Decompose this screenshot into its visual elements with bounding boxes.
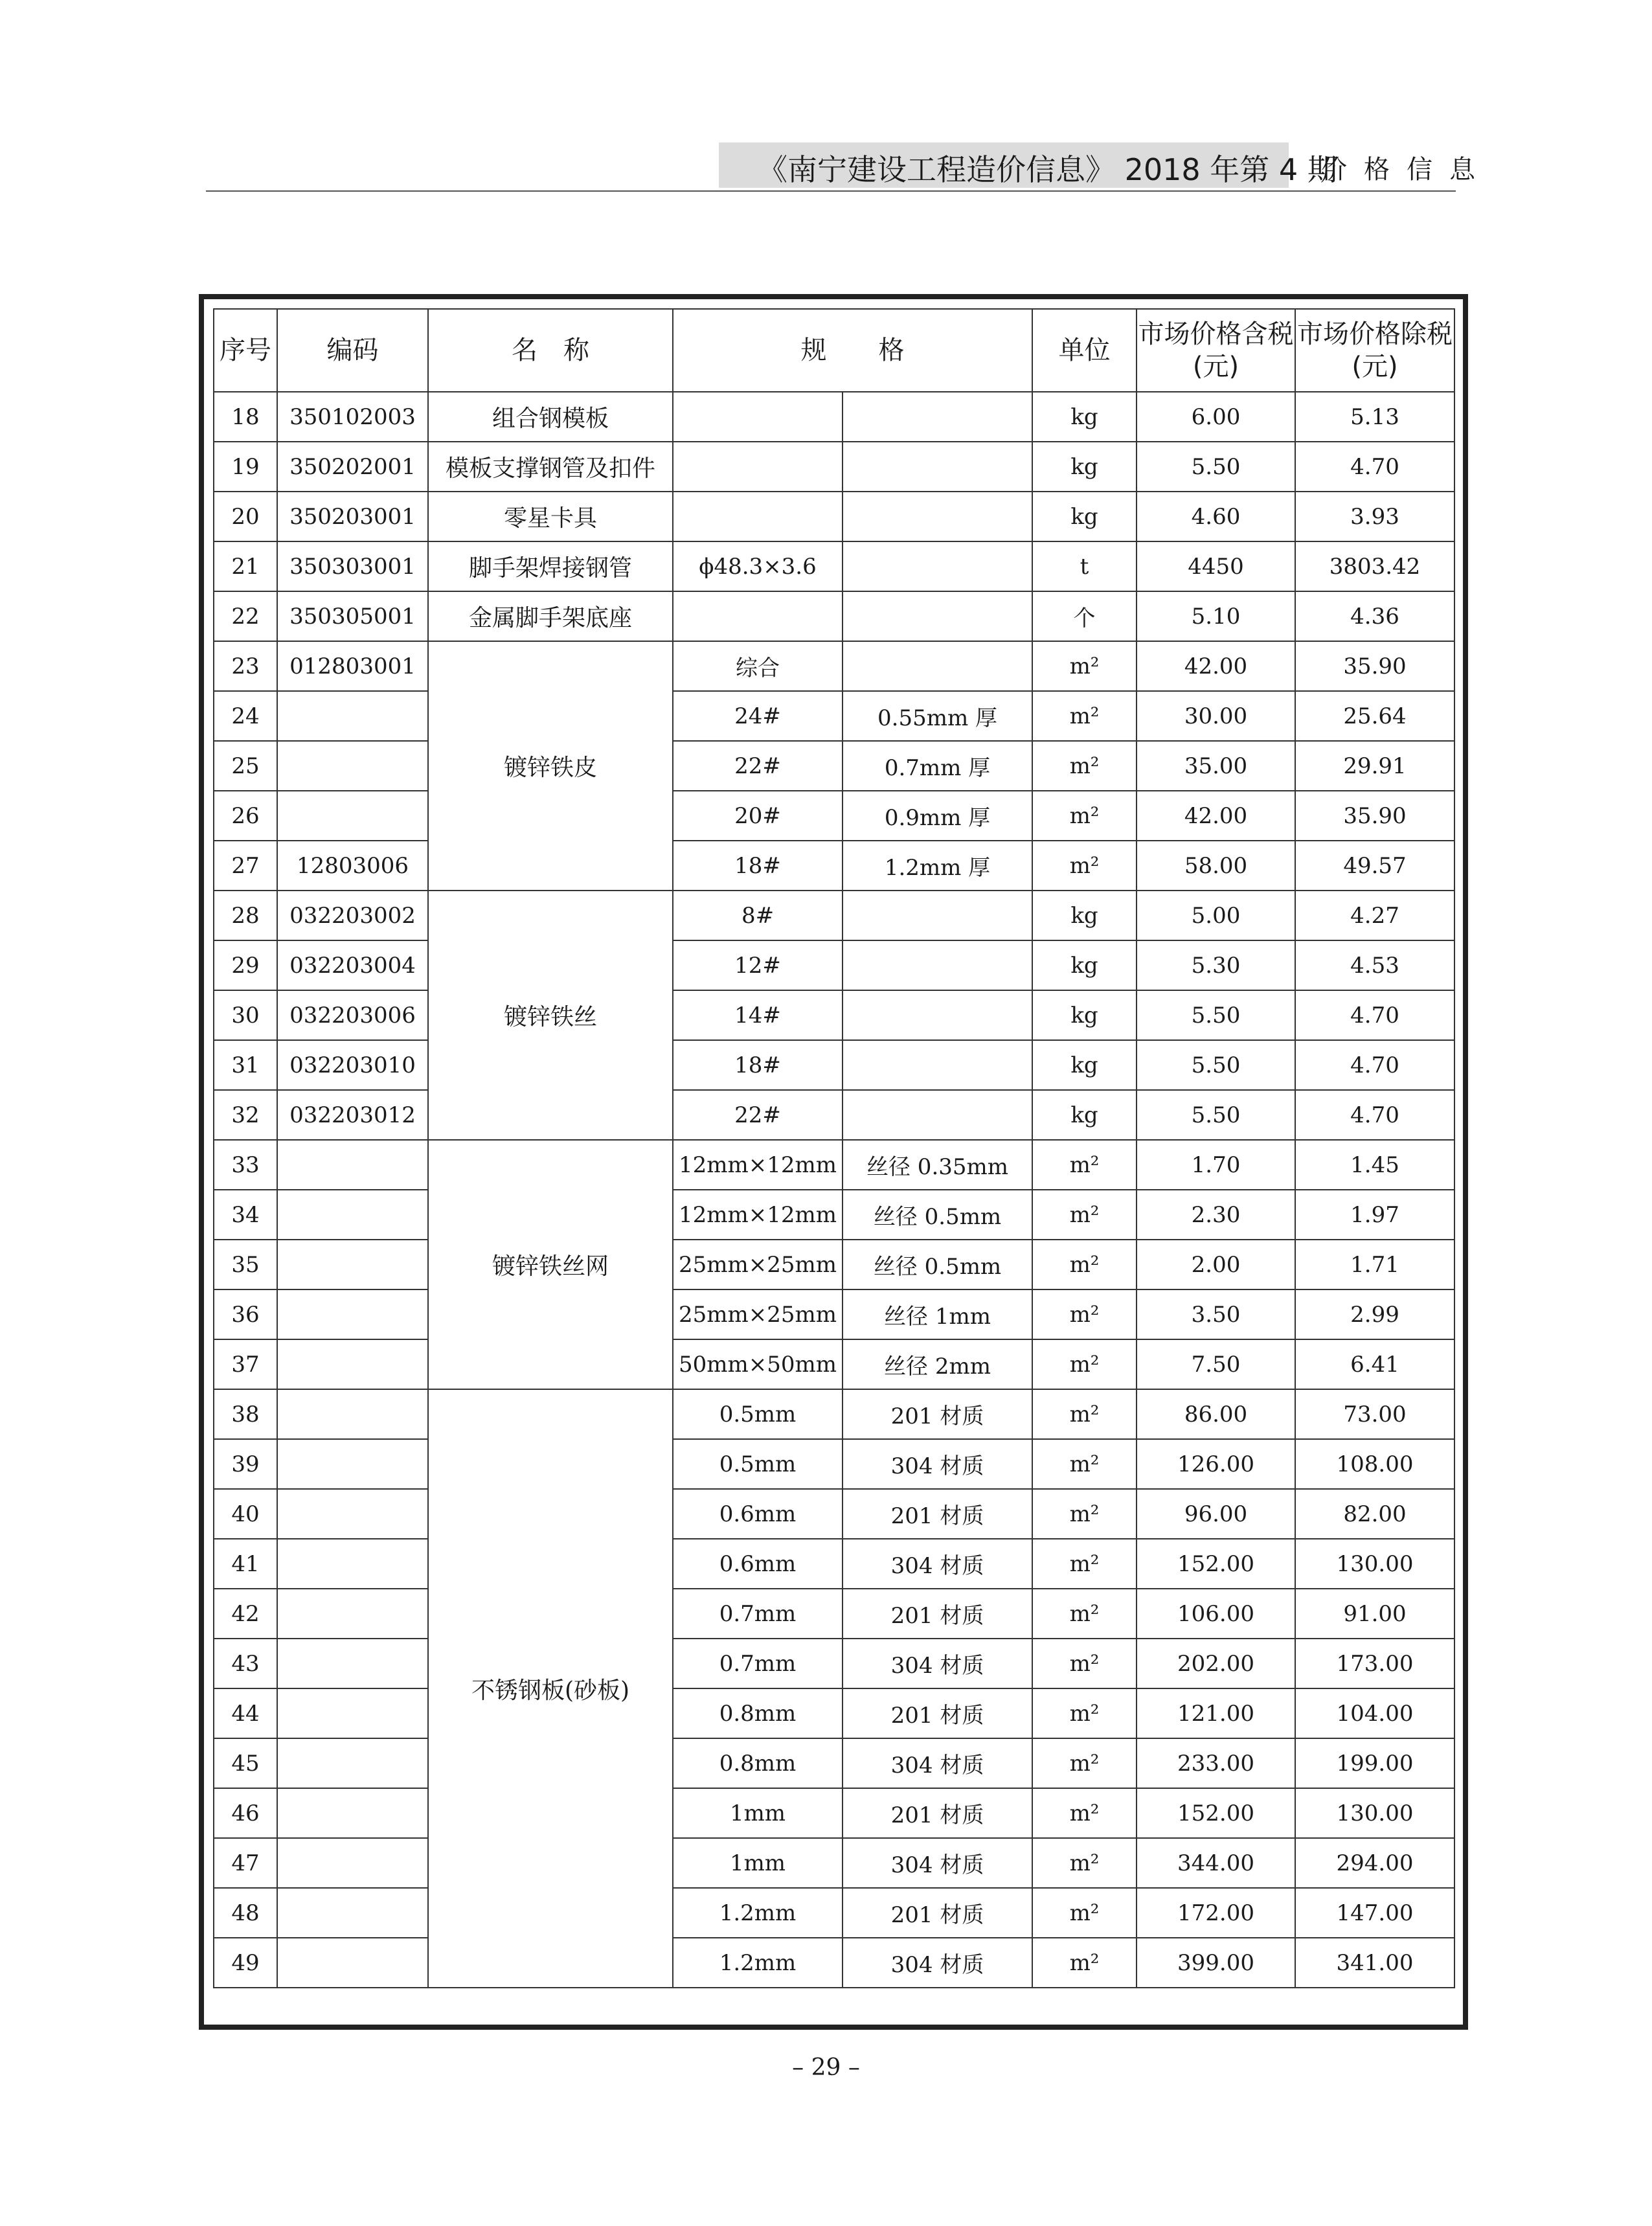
cell-seq: 46: [214, 1788, 277, 1838]
cell-name: 零星卡具: [428, 492, 673, 541]
cell-code: 350305001: [277, 591, 428, 641]
cell-code: [277, 1539, 428, 1589]
cell-spec-primary: [673, 492, 843, 541]
cell-code: [277, 1289, 428, 1339]
cell-unit: kg: [1032, 442, 1137, 492]
cell-price-tax: 5.10: [1137, 591, 1295, 641]
cell-code: [277, 1938, 428, 1988]
cell-spec-primary: 0.7mm: [673, 1639, 843, 1688]
table-row: [214, 492, 1454, 541]
table-row: [214, 940, 1454, 990]
page-number: – 29 –: [792, 2054, 860, 2081]
cell-code: 350203001: [277, 492, 428, 541]
table-row: [214, 1289, 1454, 1339]
cell-spec-primary: 12#: [673, 940, 843, 990]
cell-spec-primary: ϕ48.3×3.6: [673, 541, 843, 591]
cell-price-tax: 30.00: [1137, 691, 1295, 741]
cell-seq: 38: [214, 1389, 277, 1439]
cell-price-notax: 4.70: [1295, 990, 1454, 1040]
cell-spec-primary: 0.7mm: [673, 1589, 843, 1639]
cell-price-notax: 49.57: [1295, 841, 1454, 891]
cell-unit: m²: [1032, 1838, 1137, 1888]
table-row: [214, 1489, 1454, 1539]
cell-unit: kg: [1032, 891, 1137, 940]
cell-seq: 27: [214, 841, 277, 891]
cell-seq: 34: [214, 1190, 277, 1240]
col-header-price-notax: 市场价格除税(元): [1295, 309, 1454, 392]
cell-code: 350303001: [277, 541, 428, 591]
table-row: [214, 1190, 1454, 1240]
cell-spec-primary: [673, 591, 843, 641]
table-header-row: [214, 309, 1454, 392]
cell-price-notax: 1.71: [1295, 1240, 1454, 1289]
section-label: 价格信息: [1321, 155, 1492, 185]
cell-price-notax: 1.45: [1295, 1140, 1454, 1190]
cell-seq: 48: [214, 1888, 277, 1938]
cell-name: 模板支撑钢管及扣件: [428, 442, 673, 492]
cell-spec-secondary: 丝径 0.5mm: [843, 1240, 1032, 1289]
cell-unit: m²: [1032, 1888, 1137, 1938]
cell-unit: t: [1032, 541, 1137, 591]
cell-price-tax: 3.50: [1137, 1289, 1295, 1339]
cell-seq: 26: [214, 791, 277, 841]
cell-code: [277, 1140, 428, 1190]
cell-unit: kg: [1032, 990, 1137, 1040]
cell-seq: 33: [214, 1140, 277, 1190]
cell-unit: m²: [1032, 641, 1137, 691]
cell-unit: m²: [1032, 1439, 1137, 1489]
cell-price-tax: 202.00: [1137, 1639, 1295, 1688]
cell-name: 镀锌铁丝网: [428, 1140, 673, 1389]
cell-spec-secondary: 201 材质: [843, 1788, 1032, 1838]
cell-price-notax: 1.97: [1295, 1190, 1454, 1240]
table-row: [214, 791, 1454, 841]
cell-price-tax: 4450: [1137, 541, 1295, 591]
cell-spec-primary: 0.8mm: [673, 1738, 843, 1788]
cell-name: 不锈钢板(砂板): [428, 1389, 673, 1988]
cell-spec-secondary: [843, 1090, 1032, 1140]
cell-price-tax: 106.00: [1137, 1589, 1295, 1639]
cell-unit: m²: [1032, 741, 1137, 791]
cell-price-notax: 29.91: [1295, 741, 1454, 791]
table-row: [214, 990, 1454, 1040]
cell-unit: m²: [1032, 1589, 1137, 1639]
cell-spec-primary: 8#: [673, 891, 843, 940]
cell-spec-primary: 20#: [673, 791, 843, 841]
cell-spec-secondary: 丝径 2mm: [843, 1339, 1032, 1389]
cell-price-tax: 5.50: [1137, 1090, 1295, 1140]
cell-unit: m²: [1032, 791, 1137, 841]
cell-unit: m²: [1032, 1688, 1137, 1738]
cell-unit: m²: [1032, 841, 1137, 891]
cell-name: 金属脚手架底座: [428, 591, 673, 641]
cell-seq: 28: [214, 891, 277, 940]
cell-name: 组合钢模板: [428, 392, 673, 442]
table-row: [214, 841, 1454, 891]
cell-name: 镀锌铁皮: [428, 641, 673, 891]
cell-price-tax: 399.00: [1137, 1938, 1295, 1988]
cell-seq: 20: [214, 492, 277, 541]
table-row: [214, 1938, 1454, 1988]
cell-spec-primary: 1.2mm: [673, 1938, 843, 1988]
cell-unit: m²: [1032, 691, 1137, 741]
cell-price-tax: 35.00: [1137, 741, 1295, 791]
cell-seq: 36: [214, 1289, 277, 1339]
cell-code: [277, 1788, 428, 1838]
cell-price-notax: 341.00: [1295, 1938, 1454, 1988]
cell-code: [277, 1389, 428, 1439]
table-row: [214, 1539, 1454, 1589]
cell-seq: 41: [214, 1539, 277, 1589]
cell-code: [277, 1838, 428, 1888]
cell-spec-primary: 0.6mm: [673, 1539, 843, 1589]
cell-price-notax: 173.00: [1295, 1639, 1454, 1688]
cell-price-tax: 1.70: [1137, 1140, 1295, 1190]
cell-price-tax: 4.60: [1137, 492, 1295, 541]
cell-code: 032203006: [277, 990, 428, 1040]
table-row: [214, 1040, 1454, 1090]
table-row: [214, 1738, 1454, 1788]
cell-price-notax: 35.90: [1295, 791, 1454, 841]
table-row: [214, 541, 1454, 591]
cell-price-tax: 58.00: [1137, 841, 1295, 891]
cell-price-notax: 104.00: [1295, 1688, 1454, 1738]
table-row: [214, 691, 1454, 741]
cell-unit: kg: [1032, 1090, 1137, 1140]
cell-code: 350102003: [277, 392, 428, 442]
cell-code: [277, 1738, 428, 1788]
cell-code: 12803006: [277, 841, 428, 891]
cell-price-tax: 5.50: [1137, 1040, 1295, 1090]
cell-price-notax: 2.99: [1295, 1289, 1454, 1339]
cell-price-notax: 73.00: [1295, 1389, 1454, 1439]
cell-price-tax: 121.00: [1137, 1688, 1295, 1738]
cell-price-notax: 82.00: [1295, 1489, 1454, 1539]
price-table: [213, 308, 1455, 1988]
cell-price-notax: 3803.42: [1295, 541, 1454, 591]
cell-unit: m²: [1032, 1289, 1137, 1339]
cell-unit: kg: [1032, 492, 1137, 541]
cell-code: [277, 1589, 428, 1639]
cell-code: 032203004: [277, 940, 428, 990]
cell-price-tax: 6.00: [1137, 392, 1295, 442]
cell-seq: 31: [214, 1040, 277, 1090]
cell-price-tax: 5.00: [1137, 891, 1295, 940]
cell-spec-primary: 25mm×25mm: [673, 1289, 843, 1339]
cell-seq: 39: [214, 1439, 277, 1489]
cell-unit: m²: [1032, 1240, 1137, 1289]
cell-spec-primary: 1mm: [673, 1838, 843, 1888]
cell-code: [277, 1339, 428, 1389]
cell-code: 350202001: [277, 442, 428, 492]
table-row: [214, 1838, 1454, 1888]
cell-unit: kg: [1032, 940, 1137, 990]
cell-spec-secondary: 1.2mm 厚: [843, 841, 1032, 891]
cell-seq: 44: [214, 1688, 277, 1738]
cell-price-notax: 294.00: [1295, 1838, 1454, 1888]
cell-price-tax: 2.30: [1137, 1190, 1295, 1240]
col-header-price-tax: 市场价格含税(元): [1137, 309, 1295, 392]
cell-unit: m²: [1032, 1639, 1137, 1688]
cell-spec-secondary: 0.7mm 厚: [843, 741, 1032, 791]
cell-code: [277, 1439, 428, 1489]
cell-code: [277, 741, 428, 791]
cell-seq: 22: [214, 591, 277, 641]
cell-name: 脚手架焊接钢管: [428, 541, 673, 591]
cell-price-tax: 233.00: [1137, 1738, 1295, 1788]
cell-spec-primary: 22#: [673, 1090, 843, 1140]
cell-price-notax: 5.13: [1295, 392, 1454, 442]
cell-spec-secondary: [843, 1040, 1032, 1090]
table-row: [214, 392, 1454, 442]
cell-price-notax: 3.93: [1295, 492, 1454, 541]
cell-seq: 43: [214, 1639, 277, 1688]
cell-seq: 40: [214, 1489, 277, 1539]
cell-unit: m²: [1032, 1489, 1137, 1539]
cell-seq: 23: [214, 641, 277, 691]
cell-spec-secondary: 201 材质: [843, 1688, 1032, 1738]
cell-price-notax: 147.00: [1295, 1888, 1454, 1938]
cell-unit: m²: [1032, 1389, 1137, 1439]
journal-title: 《南宁建设工程造价信息》 2018 年第 4 期: [758, 152, 1337, 187]
cell-spec-secondary: 201 材质: [843, 1489, 1032, 1539]
cell-spec-primary: 18#: [673, 1040, 843, 1090]
cell-spec-secondary: 201 材质: [843, 1888, 1032, 1938]
cell-spec-primary: 12mm×12mm: [673, 1140, 843, 1190]
cell-spec-primary: 0.5mm: [673, 1439, 843, 1489]
cell-price-notax: 130.00: [1295, 1539, 1454, 1589]
cell-price-tax: 172.00: [1137, 1888, 1295, 1938]
col-header-spec: 规 格: [673, 309, 1032, 392]
cell-spec-primary: 14#: [673, 990, 843, 1040]
cell-spec-secondary: 丝径 1mm: [843, 1289, 1032, 1339]
cell-price-notax: 4.70: [1295, 442, 1454, 492]
cell-spec-primary: [673, 442, 843, 492]
cell-spec-secondary: [843, 591, 1032, 641]
cell-spec-primary: 50mm×50mm: [673, 1339, 843, 1389]
table-row: [214, 641, 1454, 691]
col-header-unit: 单位: [1032, 309, 1137, 392]
cell-price-notax: 25.64: [1295, 691, 1454, 741]
cell-seq: 47: [214, 1838, 277, 1888]
cell-price-tax: 152.00: [1137, 1788, 1295, 1838]
cell-spec-secondary: 304 材质: [843, 1838, 1032, 1888]
cell-price-tax: 86.00: [1137, 1389, 1295, 1439]
cell-spec-secondary: [843, 940, 1032, 990]
cell-price-notax: 4.53: [1295, 940, 1454, 990]
cell-code: 012803001: [277, 641, 428, 691]
cell-spec-secondary: [843, 891, 1032, 940]
cell-spec-secondary: 0.55mm 厚: [843, 691, 1032, 741]
cell-seq: 49: [214, 1938, 277, 1988]
cell-spec-secondary: [843, 392, 1032, 442]
cell-unit: m²: [1032, 1539, 1137, 1589]
table-row: [214, 891, 1454, 940]
cell-code: 032203012: [277, 1090, 428, 1140]
table-row: [214, 1888, 1454, 1938]
table-frame: [199, 294, 1468, 2030]
cell-code: [277, 791, 428, 841]
cell-unit: kg: [1032, 392, 1137, 442]
cell-spec-primary: 22#: [673, 741, 843, 791]
cell-spec-secondary: 304 材质: [843, 1539, 1032, 1589]
cell-spec-secondary: 201 材质: [843, 1389, 1032, 1439]
cell-spec-primary: 18#: [673, 841, 843, 891]
col-header-name: 名 称: [428, 309, 673, 392]
cell-price-notax: 4.27: [1295, 891, 1454, 940]
table-row: [214, 1589, 1454, 1639]
cell-spec-secondary: 丝径 0.35mm: [843, 1140, 1032, 1190]
cell-name: 镀锌铁丝: [428, 891, 673, 1140]
cell-spec-primary: [673, 392, 843, 442]
cell-code: [277, 1888, 428, 1938]
cell-price-tax: 5.30: [1137, 940, 1295, 990]
cell-spec-primary: 0.8mm: [673, 1688, 843, 1738]
cell-price-tax: 5.50: [1137, 990, 1295, 1040]
table-row: [214, 1090, 1454, 1140]
header-divider: [206, 190, 1456, 192]
cell-unit: m²: [1032, 1938, 1137, 1988]
cell-code: 032203002: [277, 891, 428, 940]
table-row: [214, 1788, 1454, 1838]
table-row: [214, 442, 1454, 492]
cell-spec-secondary: 201 材质: [843, 1589, 1032, 1639]
table-row: [214, 1140, 1454, 1190]
table-row: [214, 1639, 1454, 1688]
cell-spec-secondary: 304 材质: [843, 1738, 1032, 1788]
cell-spec-primary: 综合: [673, 641, 843, 691]
cell-seq: 37: [214, 1339, 277, 1389]
table-row: [214, 1439, 1454, 1489]
table-row: [214, 1389, 1454, 1439]
cell-price-tax: 42.00: [1137, 791, 1295, 841]
cell-price-tax: 96.00: [1137, 1489, 1295, 1539]
cell-price-notax: 199.00: [1295, 1738, 1454, 1788]
cell-spec-secondary: 304 材质: [843, 1439, 1032, 1489]
cell-seq: 19: [214, 442, 277, 492]
cell-seq: 21: [214, 541, 277, 591]
cell-unit: m²: [1032, 1738, 1137, 1788]
cell-code: [277, 1639, 428, 1688]
cell-unit: 个: [1032, 591, 1137, 641]
table-body: [214, 392, 1454, 1988]
cell-spec-secondary: [843, 990, 1032, 1040]
cell-price-tax: 7.50: [1137, 1339, 1295, 1389]
cell-spec-primary: 12mm×12mm: [673, 1190, 843, 1240]
cell-seq: 25: [214, 741, 277, 791]
cell-unit: kg: [1032, 1040, 1137, 1090]
cell-code: [277, 1190, 428, 1240]
cell-seq: 35: [214, 1240, 277, 1289]
cell-spec-primary: 0.6mm: [673, 1489, 843, 1539]
cell-unit: m²: [1032, 1190, 1137, 1240]
cell-price-notax: 4.36: [1295, 591, 1454, 641]
cell-price-tax: 126.00: [1137, 1439, 1295, 1489]
cell-seq: 18: [214, 392, 277, 442]
table-row: [214, 591, 1454, 641]
cell-spec-secondary: [843, 541, 1032, 591]
table-row: [214, 1339, 1454, 1389]
cell-code: [277, 691, 428, 741]
cell-spec-secondary: 丝径 0.5mm: [843, 1190, 1032, 1240]
cell-seq: 45: [214, 1738, 277, 1788]
col-header-seq: 序号: [214, 309, 277, 392]
cell-price-notax: 6.41: [1295, 1339, 1454, 1389]
cell-spec-primary: 1.2mm: [673, 1888, 843, 1938]
cell-code: [277, 1489, 428, 1539]
table-row: [214, 741, 1454, 791]
cell-spec-primary: 25mm×25mm: [673, 1240, 843, 1289]
cell-spec-primary: 0.5mm: [673, 1389, 843, 1439]
cell-unit: m²: [1032, 1140, 1137, 1190]
cell-price-notax: 4.70: [1295, 1040, 1454, 1090]
cell-unit: m²: [1032, 1339, 1137, 1389]
cell-spec-primary: 24#: [673, 691, 843, 741]
cell-price-notax: 35.90: [1295, 641, 1454, 691]
table-row: [214, 1688, 1454, 1738]
cell-price-tax: 344.00: [1137, 1838, 1295, 1888]
cell-unit: m²: [1032, 1788, 1137, 1838]
cell-seq: 24: [214, 691, 277, 741]
cell-spec-secondary: 0.9mm 厚: [843, 791, 1032, 841]
cell-price-tax: 2.00: [1137, 1240, 1295, 1289]
cell-seq: 29: [214, 940, 277, 990]
cell-spec-primary: 1mm: [673, 1788, 843, 1838]
cell-spec-secondary: [843, 442, 1032, 492]
cell-price-tax: 42.00: [1137, 641, 1295, 691]
cell-price-tax: 5.50: [1137, 442, 1295, 492]
cell-spec-secondary: [843, 492, 1032, 541]
cell-code: 032203010: [277, 1040, 428, 1090]
cell-price-notax: 130.00: [1295, 1788, 1454, 1838]
cell-spec-secondary: 304 材质: [843, 1639, 1032, 1688]
cell-code: [277, 1240, 428, 1289]
cell-seq: 30: [214, 990, 277, 1040]
cell-seq: 32: [214, 1090, 277, 1140]
cell-spec-secondary: 304 材质: [843, 1938, 1032, 1988]
cell-price-notax: 4.70: [1295, 1090, 1454, 1140]
cell-price-notax: 91.00: [1295, 1589, 1454, 1639]
cell-seq: 42: [214, 1589, 277, 1639]
col-header-code: 编码: [277, 309, 428, 392]
cell-price-notax: 108.00: [1295, 1439, 1454, 1489]
cell-spec-secondary: [843, 641, 1032, 691]
cell-code: [277, 1688, 428, 1738]
table-row: [214, 1240, 1454, 1289]
cell-price-tax: 152.00: [1137, 1539, 1295, 1589]
